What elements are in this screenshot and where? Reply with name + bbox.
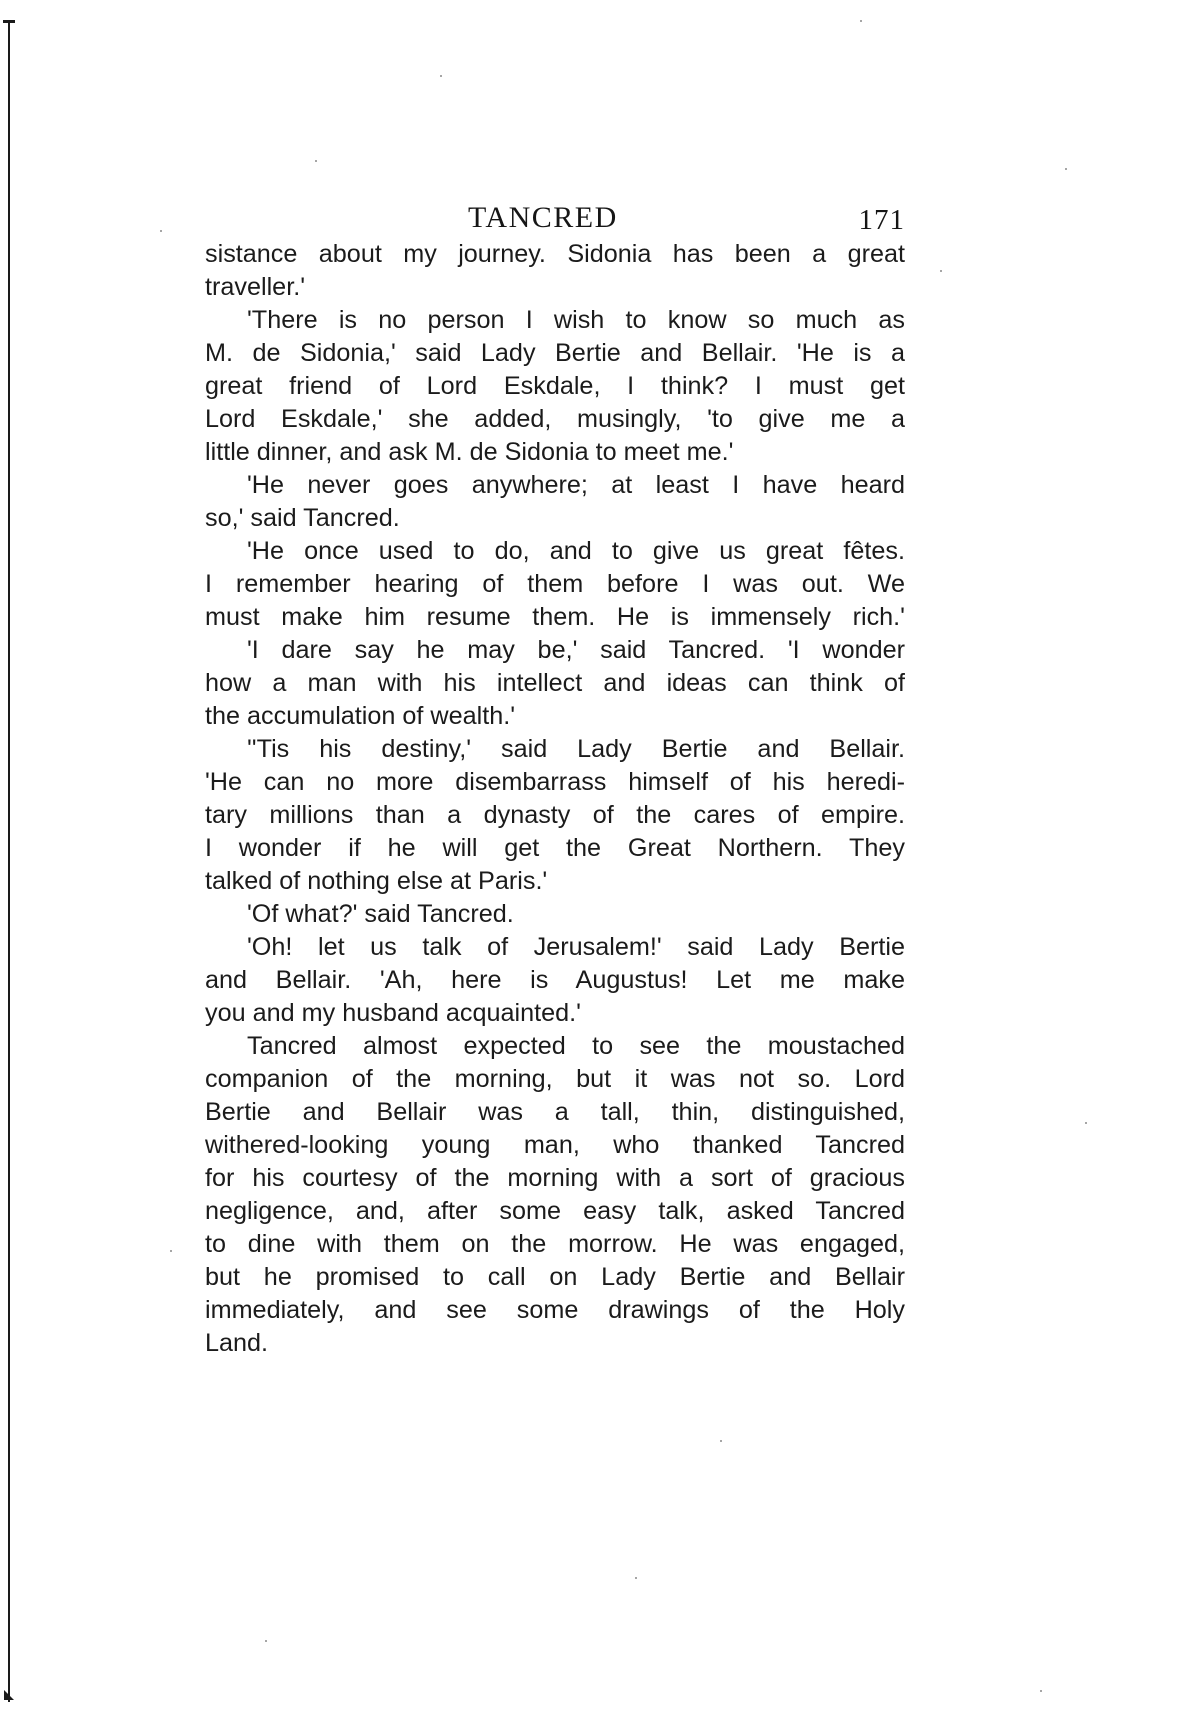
text-line: little dinner, and ask M. de Sidonia to meet me.' bbox=[205, 438, 734, 466]
text-line: 'I dare say he may be,' said Tancred. 'I wonder bbox=[247, 636, 905, 664]
text-line: tary millions than a dynasty of the cares of empire. bbox=[205, 801, 905, 829]
text-line: traveller.' bbox=[205, 273, 305, 301]
paper-speck bbox=[1040, 1690, 1042, 1692]
text-line: Bertie and Bellair was a tall, thin, distinguished, bbox=[205, 1098, 905, 1126]
text-line: 'There is no person I wish to know so much as bbox=[247, 306, 905, 334]
text-line: talked of nothing else at Paris.' bbox=[205, 867, 548, 895]
page-number: 171 bbox=[858, 204, 905, 236]
text-line: so,' said Tancred. bbox=[205, 504, 400, 532]
text-line: immediately, and see some drawings of the Holy bbox=[205, 1296, 905, 1324]
text-line: Tancred almost expected to see the moustached bbox=[247, 1032, 905, 1060]
text-line: I wonder if he will get the Great Northern. They bbox=[205, 834, 905, 862]
text-line: but he promised to call on Lady Bertie and Bellair bbox=[205, 1263, 905, 1291]
text-line: 'He once used to do, and to give us great fêtes. bbox=[247, 537, 905, 565]
text-line: must make him resume them. He is immensely rich.' bbox=[205, 603, 905, 631]
paper-speck bbox=[440, 75, 442, 77]
running-title: TANCRED bbox=[468, 201, 618, 234]
text-line: to dine with them on the morrow. He was engaged, bbox=[205, 1230, 905, 1258]
text-line: ''Tis his destiny,' said Lady Bertie and Bellair. bbox=[247, 735, 905, 763]
text-line: the accumulation of wealth.' bbox=[205, 702, 516, 730]
text-line: sistance about my journey. Sidonia has been a great bbox=[205, 240, 905, 268]
text-line: great friend of Lord Eskdale, I think? I must get bbox=[205, 372, 905, 400]
paper-speck bbox=[160, 230, 162, 232]
text-line: how a man with his intellect and ideas can think of bbox=[205, 669, 905, 697]
page-header bbox=[205, 198, 905, 238]
text-line: companion of the morning, but it was not so. Lord bbox=[205, 1065, 905, 1093]
paper-speck bbox=[940, 270, 942, 272]
paper-speck bbox=[265, 1640, 267, 1642]
paper-speck bbox=[720, 1440, 722, 1442]
text-line: you and my husband acquainted.' bbox=[205, 999, 581, 1027]
paper-speck bbox=[860, 20, 862, 22]
text-line: 'Oh! let us talk of Jerusalem!' said Lady Bertie bbox=[247, 933, 905, 961]
text-line: negligence, and, after some easy talk, asked Tancred bbox=[205, 1197, 905, 1225]
body-text bbox=[205, 238, 905, 1360]
text-line: 'Of what?' said Tancred. bbox=[247, 900, 514, 928]
text-line: M. de Sidonia,' said Lady Bertie and Bellair. 'He is a bbox=[205, 339, 905, 367]
text-line: for his courtesy of the morning with a sort of gracious bbox=[205, 1164, 905, 1192]
binding-edge bbox=[8, 22, 10, 1702]
paper-speck bbox=[1085, 1122, 1087, 1124]
paper-speck bbox=[170, 1250, 172, 1252]
text-line: and Bellair. 'Ah, here is Augustus! Let me make bbox=[205, 966, 905, 994]
text-line: Lord Eskdale,' she added, musingly, 'to give me a bbox=[205, 405, 905, 433]
text-line: 'He never goes anywhere; at least I have heard bbox=[247, 471, 905, 499]
text-line: Land. bbox=[205, 1329, 269, 1357]
text-line: 'He can no more disembarrass himself of his heredi- bbox=[205, 768, 905, 796]
paper-speck bbox=[315, 160, 317, 162]
text-line: withered-looking young man, who thanked Tancred bbox=[205, 1131, 905, 1159]
text-line: I remember hearing of them before I was out. We bbox=[205, 570, 905, 598]
paper-speck bbox=[1065, 168, 1067, 170]
paper-speck bbox=[635, 1577, 637, 1579]
